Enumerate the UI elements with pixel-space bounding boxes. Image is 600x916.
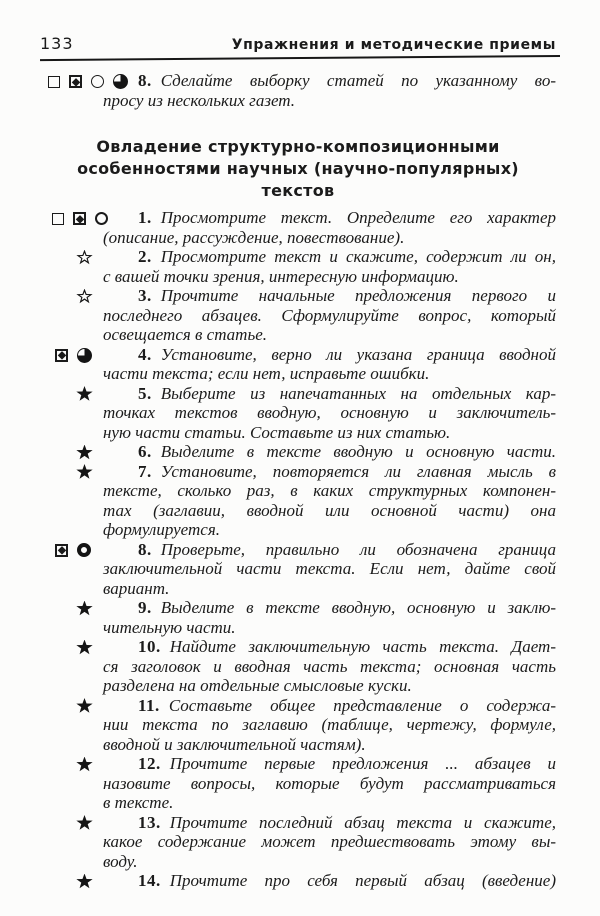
exercise-line-text: Выделите в тексте вводную, основную и заклю-	[160, 598, 556, 617]
margin-symbols	[76, 250, 93, 265]
exercise-line	[103, 208, 556, 228]
exercise-line: заключительной части текста. Если нет, дайте свой	[103, 559, 556, 578]
exercise-line-text: Прочтите последний абзац текста и скажите,	[169, 812, 556, 832]
exercise-line	[103, 598, 556, 618]
exercise-line: вводной и заключительной частям).	[103, 734, 366, 754]
page-content	[40, 71, 556, 891]
outline-star-icon	[76, 250, 93, 266]
margin-symbols	[55, 543, 91, 558]
square-dot-icon	[73, 212, 86, 225]
exercise-line-text: Сделайте выборку статей по указанному во-	[160, 71, 556, 90]
exercise-line-text: Прочтите начальные предложения первого и	[160, 286, 556, 305]
crescent-circle-icon	[113, 74, 128, 89]
exercise-line: формулируется.	[103, 520, 220, 539]
page-header	[40, 34, 556, 53]
exercise-item	[40, 384, 556, 443]
exercise-text	[103, 637, 556, 696]
item-number: 5.	[138, 383, 152, 403]
exercise-item	[40, 345, 556, 384]
exercise-text	[103, 442, 556, 462]
exercise-text	[103, 598, 556, 637]
section-heading-line: Овладение структурно-композиционными	[96, 137, 500, 156]
exercise-line: воду.	[103, 851, 138, 871]
square-icon	[48, 76, 60, 88]
star-icon	[76, 815, 93, 831]
margin-symbols	[76, 757, 93, 772]
margin-symbols	[76, 601, 93, 616]
header-rule	[40, 55, 560, 61]
exercise-line	[103, 442, 556, 462]
exercise-line	[103, 540, 556, 560]
star-icon	[76, 698, 93, 714]
item-number: 14.	[138, 871, 161, 890]
exercise-line: назовите вопросы, которые будут рассматриваться	[103, 773, 556, 793]
exercise-line-text: Проверьте, правильно ли обозначена граница	[160, 539, 556, 559]
exercise-item	[40, 696, 556, 755]
exercise-line: в тексте.	[103, 793, 174, 812]
exercise-item	[40, 871, 556, 891]
exercise-line: какое содержание может предшествовать этому вы-	[103, 832, 556, 851]
exercise-line: ную части статьи. Составьте из них статью.	[103, 422, 451, 442]
exercise-line-text: Прочтите первые предложения ... абзацев и	[169, 754, 556, 773]
exercise-text	[103, 540, 556, 599]
exercise-line-text: Выберите из напечатанных на отдельных кар-	[160, 383, 556, 403]
exercise-text	[103, 813, 556, 872]
margin-symbols	[76, 387, 93, 402]
exercise-item	[40, 208, 556, 247]
exercise-line-text: Установите, верно ли указана граница вводной	[160, 344, 556, 364]
margin-symbols	[52, 211, 108, 226]
item-number: 10.	[138, 637, 161, 656]
exercise-line: части текста; если нет, исправьте ошибки.	[103, 364, 430, 383]
exercise-line: вариант.	[103, 578, 170, 598]
exercise-item	[40, 754, 556, 813]
exercise-text	[103, 345, 556, 384]
item-number: 4.	[138, 344, 152, 364]
exercise-text	[103, 71, 556, 110]
star-icon	[76, 464, 93, 480]
exercise-line-text: Просмотрите текст и скажите, содержит ли он,	[160, 247, 556, 266]
exercise-line: тах (заглавии, вводной или основной части) она	[103, 500, 556, 520]
exercise-text	[103, 384, 556, 443]
margin-symbols	[76, 699, 93, 714]
star-icon	[76, 445, 93, 461]
section-heading-line: особенностями научных (научно-популярных)	[77, 159, 519, 178]
exercise-item	[40, 813, 556, 872]
exercise-item	[40, 637, 556, 696]
item-number: 1.	[138, 208, 152, 227]
exercise-line: чительную части.	[103, 617, 236, 637]
item-number: 8.	[138, 71, 152, 90]
exercise-line	[103, 345, 556, 365]
margin-symbols	[76, 289, 93, 304]
star-icon	[76, 757, 93, 773]
exercise-text	[103, 754, 556, 813]
exercise-item	[40, 462, 556, 540]
section-heading	[70, 136, 526, 202]
exercise-line	[103, 384, 556, 404]
exercise-line	[103, 754, 556, 774]
square-dot-icon	[55, 349, 68, 362]
exercise-line	[103, 462, 556, 482]
exercise-item	[40, 247, 556, 286]
exercise-item	[40, 71, 556, 110]
star-icon	[76, 601, 93, 617]
item-number: 3.	[138, 286, 152, 305]
margin-symbols	[76, 874, 93, 889]
exercise-line	[103, 71, 556, 91]
exercise-text	[103, 696, 556, 755]
star-icon	[76, 874, 93, 890]
running-header-title: Упражнения и методические приемы	[231, 37, 556, 53]
exercise-item	[40, 286, 556, 345]
exercise-line-text: Составьте общее представление о содержа-	[168, 695, 556, 715]
exercise-line-text: Выделите в тексте вводную и основную части.	[160, 442, 556, 461]
exercise-line	[103, 247, 556, 267]
margin-symbols	[76, 445, 93, 460]
circle-icon	[91, 75, 104, 88]
donut-circle-icon	[77, 543, 91, 557]
bold-circle-icon	[95, 212, 108, 225]
intro-exercise-slot	[40, 71, 556, 110]
square-dot-icon	[69, 75, 82, 88]
item-number: 12.	[138, 754, 161, 773]
item-number: 2.	[138, 247, 152, 266]
item-number: 8.	[138, 539, 152, 559]
margin-symbols	[76, 816, 93, 831]
exercise-line: разделена на отдельные смысловые куски.	[103, 676, 412, 695]
exercise-item	[40, 598, 556, 637]
exercise-text	[103, 871, 556, 891]
exercise-line: просу из нескольких газет.	[103, 90, 296, 110]
section-heading-line: текстов	[261, 181, 335, 200]
exercise-text	[103, 208, 556, 247]
exercise-line-text: Прочтите про себя первый абзац (введение)	[169, 871, 556, 890]
exercise-line-text: Установите, повторяется ли главная мысль в	[160, 461, 556, 481]
margin-symbols	[76, 465, 93, 480]
exercise-line: (описание, рассуждение, повествование).	[103, 227, 405, 247]
exercise-list	[40, 208, 556, 891]
exercise-line: точках текстов вводную, основную и заключитель-	[103, 403, 556, 422]
margin-symbols	[55, 348, 92, 363]
exercise-line	[103, 286, 556, 306]
page-number: 133	[40, 34, 74, 53]
exercise-line: последнего абзацев. Сформулируйте вопрос, который	[103, 305, 556, 325]
crescent-circle-icon	[77, 348, 92, 363]
exercise-line-text: Найдите заключительную часть текста. Дает-	[169, 637, 556, 656]
exercise-line	[103, 637, 556, 657]
item-number: 13.	[138, 812, 161, 832]
exercise-item	[40, 540, 556, 599]
exercise-line-text: Просмотрите текст. Определите его характер	[160, 208, 556, 227]
exercise-line: с вашей точки зрения, интересную информацию.	[103, 266, 459, 286]
exercise-line: нии текста по заглавию (таблице, чертежу, формуле,	[103, 715, 556, 734]
exercise-line	[103, 871, 556, 891]
exercise-line: тексте, сколько раз, в каких структурных компонен-	[103, 481, 556, 500]
square-icon	[52, 213, 64, 225]
square-dot-icon	[55, 544, 68, 557]
item-number: 9.	[138, 598, 152, 617]
outline-star-icon	[76, 289, 93, 305]
exercise-text	[103, 462, 556, 540]
item-number: 6.	[138, 442, 152, 461]
item-number: 11.	[138, 695, 160, 715]
exercise-text	[103, 247, 556, 286]
star-icon	[76, 640, 93, 656]
star-icon	[76, 386, 93, 402]
exercise-line: ся заголовок и вводная часть текста; основная часть	[103, 656, 556, 676]
exercise-line: освещается в статье.	[103, 325, 267, 344]
margin-symbols	[76, 640, 93, 655]
exercise-line	[103, 813, 556, 833]
margin-symbols	[48, 74, 128, 89]
exercise-line	[103, 696, 556, 716]
exercise-text	[103, 286, 556, 345]
item-number: 7.	[138, 461, 152, 481]
exercise-item	[40, 442, 556, 462]
